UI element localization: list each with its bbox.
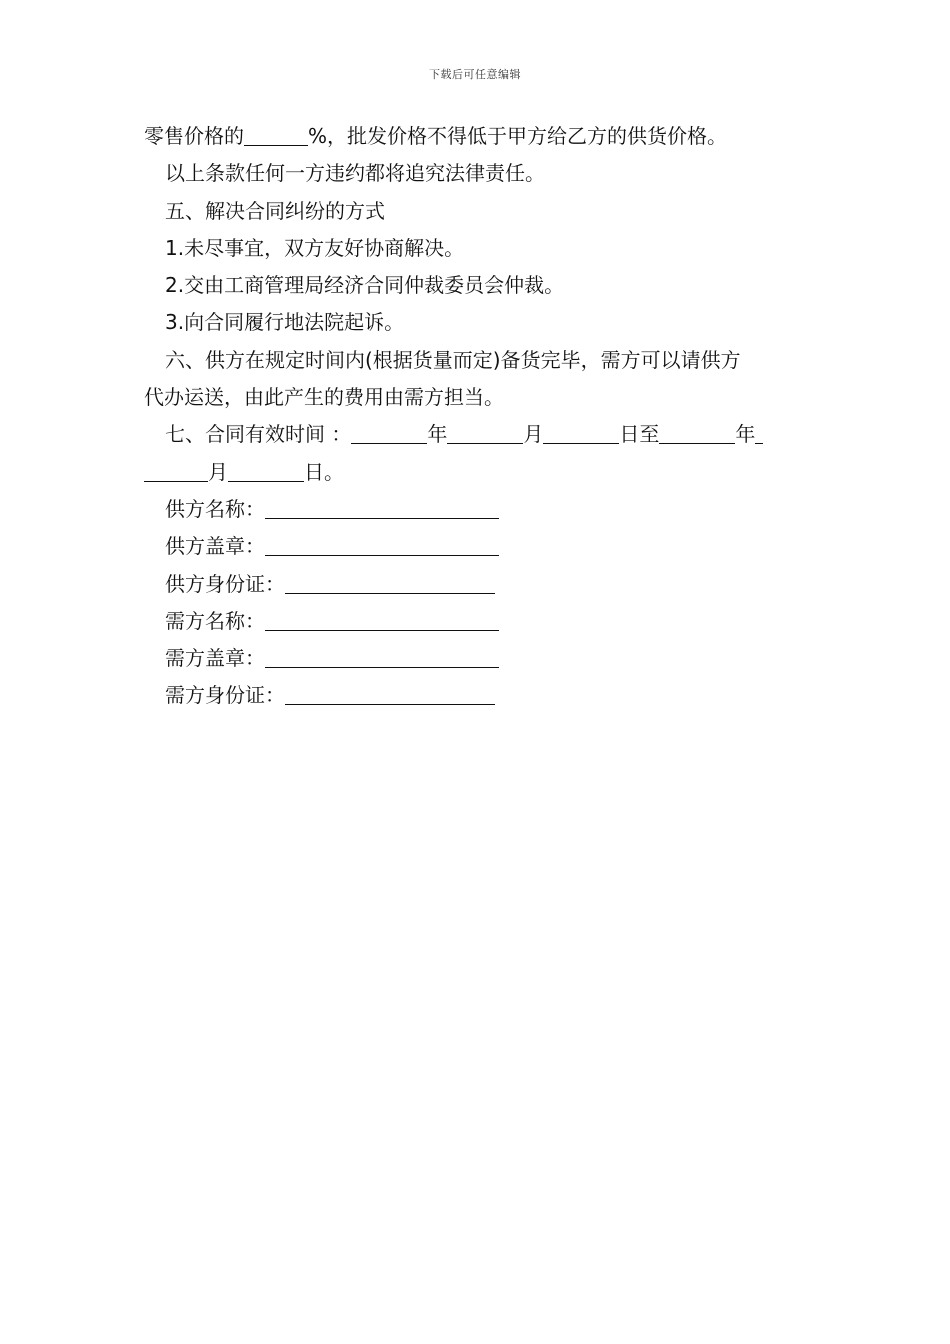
start-day-unit: 日至	[619, 422, 660, 447]
supplier-name-row	[144, 491, 810, 528]
supplier-id-label: 供方身份证：	[165, 571, 285, 596]
document-body	[144, 118, 810, 715]
supplier-id-blank[interactable]	[285, 571, 495, 594]
supplier-seal-blank[interactable]	[265, 533, 499, 556]
supplier-seal-row	[144, 528, 810, 565]
wholesale-price-text: %，批发价格不得低于甲方给乙方的供货价格。	[308, 124, 728, 148]
buyer-id-row	[144, 677, 810, 714]
start-month-blank[interactable]	[447, 421, 523, 444]
page-header: 下载后可任意编辑	[429, 68, 521, 81]
start-month-unit: 月	[523, 422, 544, 447]
end-year-unit: 年	[735, 422, 756, 447]
section-5-item-3: 3.向合同履行地法院起诉。	[165, 310, 405, 335]
section-5-item-1: 1.未尽事宜，双方友好协商解决。	[165, 235, 465, 260]
buyer-name-row	[144, 603, 810, 640]
buyer-id-blank[interactable]	[285, 682, 495, 705]
supplier-name-blank[interactable]	[265, 496, 499, 519]
end-day-blank[interactable]	[228, 459, 304, 482]
section-6-line-2: 代办运送，由此产生的费用由需方担当。	[144, 385, 504, 410]
supplier-seal-label: 供方盖章：	[165, 534, 265, 559]
buyer-seal-blank[interactable]	[265, 645, 499, 668]
validity-label: 七、合同有效时间 ：	[165, 422, 352, 447]
retail-price-text: 零售价格的	[144, 124, 244, 148]
liability-clause: 以上条款任何一方违约都将追究法律责任。	[165, 161, 545, 186]
buyer-name-label: 需方名称：	[165, 608, 265, 633]
retail-price-line	[144, 118, 810, 155]
start-year-blank[interactable]	[351, 421, 427, 444]
supplier-name-label: 供方名称：	[165, 496, 265, 521]
start-day-blank[interactable]	[543, 421, 619, 444]
section-7-validity-line-2	[144, 454, 810, 491]
percentage-blank[interactable]	[244, 123, 308, 146]
buyer-id-label: 需方身份证：	[165, 683, 285, 708]
end-day-unit: 日。	[304, 459, 344, 484]
supplier-id-row	[144, 566, 810, 603]
buyer-seal-label: 需方盖章：	[165, 646, 265, 671]
buyer-name-blank[interactable]	[265, 608, 499, 631]
section-5-title: 五、解决合同纠纷的方式	[165, 198, 385, 223]
end-year-blank[interactable]	[659, 421, 735, 444]
end-year-tail-blank	[755, 421, 763, 444]
end-month-unit: 月	[208, 459, 228, 484]
end-month-blank[interactable]	[144, 459, 208, 482]
buyer-seal-row	[144, 640, 810, 677]
start-year-unit: 年	[427, 422, 448, 447]
section-5-item-2: 2.交由工商管理局经济合同仲裁委员会仲裁。	[165, 273, 565, 298]
section-6-line-1: 六、供方在规定时间内(根据货量而定)备货完毕，需方可以请供方	[165, 347, 741, 372]
section-7-validity-line	[144, 416, 810, 453]
